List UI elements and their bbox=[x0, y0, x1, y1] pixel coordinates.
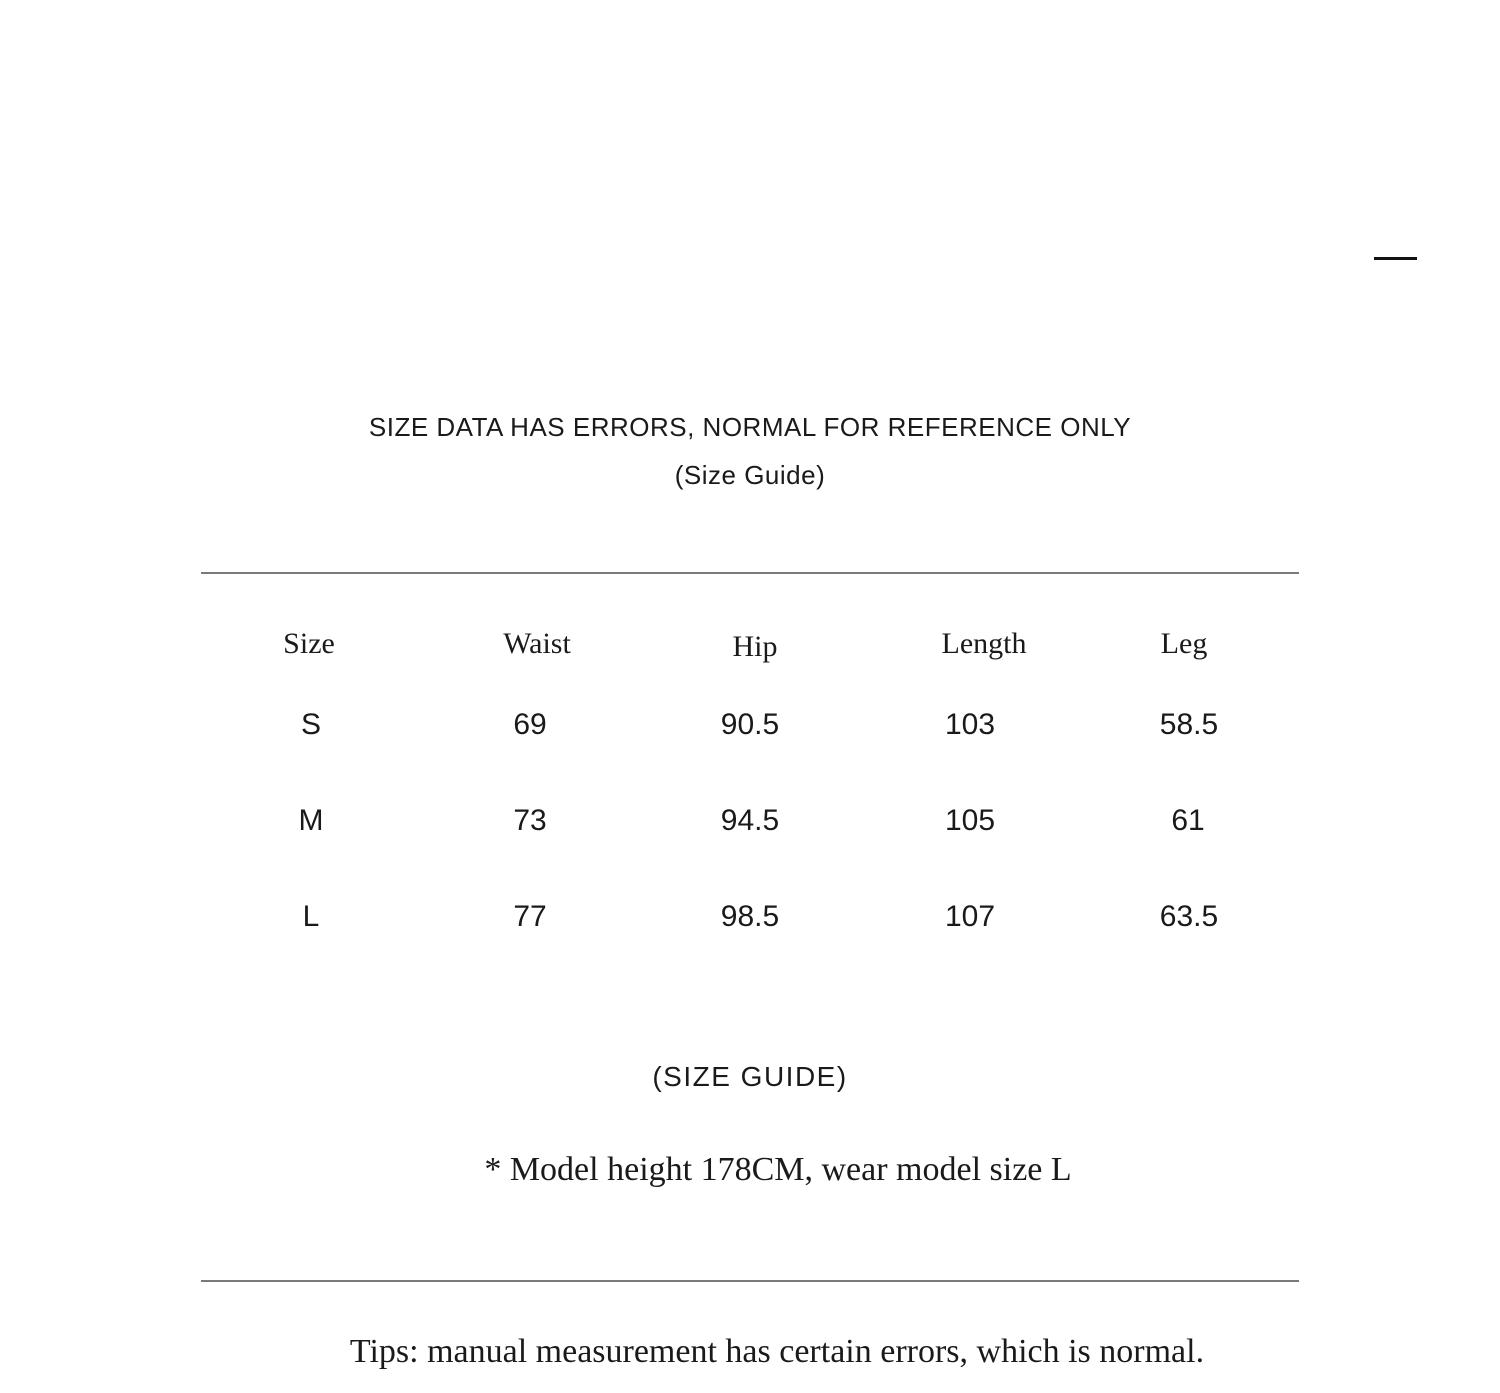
column-header-length: Length bbox=[941, 627, 1027, 660]
cell-length: 105 bbox=[944, 804, 996, 837]
top-divider bbox=[201, 572, 1299, 574]
column-header-leg: Leg bbox=[1160, 627, 1208, 660]
cell-leg: 58.5 bbox=[1159, 708, 1219, 741]
notice-text: SIZE DATA HAS ERRORS, NORMAL FOR REFERENCE ONLY bbox=[368, 412, 1132, 442]
cell-hip: 94.5 bbox=[720, 804, 780, 837]
column-header-size: Size bbox=[283, 627, 335, 660]
cell-hip: 98.5 bbox=[720, 900, 780, 933]
cell-leg: 63.5 bbox=[1159, 900, 1219, 933]
size-guide-subtitle: (Size Guide) bbox=[674, 460, 826, 490]
cell-length: 107 bbox=[944, 900, 996, 933]
cell-waist: 73 bbox=[513, 804, 547, 837]
cell-leg: 61 bbox=[1171, 804, 1205, 837]
bottom-divider bbox=[201, 1280, 1299, 1282]
cell-size: M bbox=[298, 804, 324, 837]
cell-hip: 90.5 bbox=[720, 708, 780, 741]
cell-length: 103 bbox=[944, 708, 996, 741]
cell-size: S bbox=[300, 708, 322, 741]
tips-text: Tips: manual measurement has certain errors, which is normal. bbox=[349, 1333, 1205, 1370]
column-header-hip: Hip bbox=[732, 630, 778, 663]
cell-size: L bbox=[302, 900, 320, 933]
size-guide-caption: (SIZE GUIDE) bbox=[652, 1061, 848, 1092]
cell-waist: 69 bbox=[513, 708, 547, 741]
dash-mark bbox=[1374, 257, 1417, 260]
model-note: * Model height 178CM, wear model size L bbox=[484, 1151, 1072, 1188]
column-header-waist: Waist bbox=[503, 627, 571, 660]
cell-waist: 77 bbox=[513, 900, 547, 933]
